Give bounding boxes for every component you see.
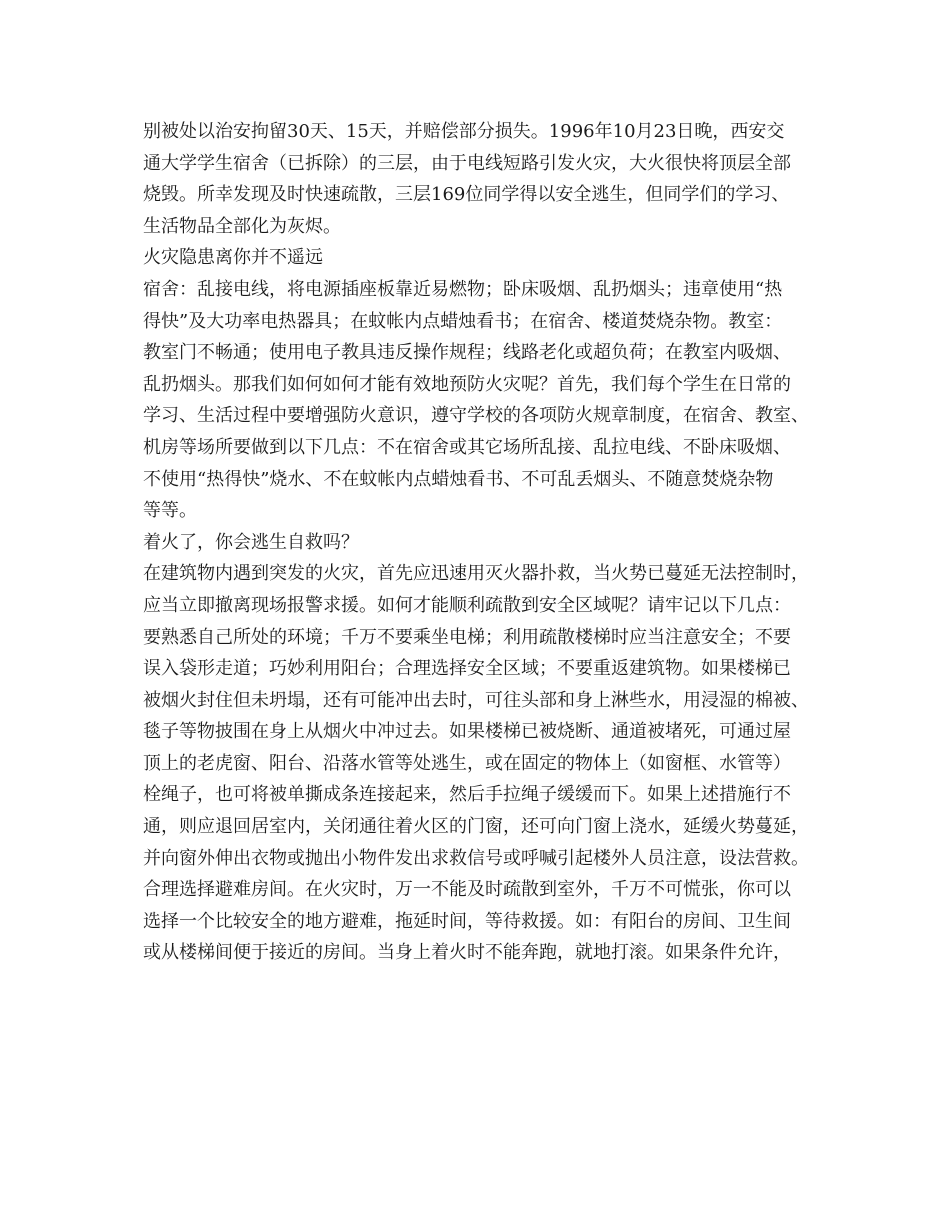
text-line: 通，则应退回居室内，关闭通往着火区的门窗，还可向门窗上浇水，延缓火势蔓延，	[143, 816, 809, 838]
text-line: 教室门不畅通；使用电子教具违反操作规程；线路老化或超负荷；在教室内吸烟、	[143, 342, 791, 364]
text-line: 被烟火封住但未坍塌，还有可能冲出去时，可往头部和身上淋些水，用浸湿的棉被、	[143, 689, 809, 711]
text-line: 不使用“热得快”烧水、不在蚊帐内点蜡烛看书、不可乱丢烟头、不随意焚烧杂物	[143, 468, 774, 490]
text-line: 得快”及大功率电热器具；在蚊帐内点蜡烛看书；在宿舍、楼道焚烧杂物。教室：	[143, 310, 783, 332]
text-line: 合理选择避难房间。在火灾时，万一不能及时疏散到室外，千万不可慌张，你可以	[143, 879, 791, 901]
text-line: 应当立即撤离现场报警求援。如何才能顺利疏散到安全区域呢？请牢记以下几点：	[143, 594, 791, 616]
text-line: 毯子等物披围在身上从烟火中冲过去。如果楼梯已被烧断、通道被堵死，可通过屋	[143, 721, 791, 743]
text-line: 栓绳子，也可将被单撕成条连接起来，然后手拉绳子缓缓而下。如果上述措施行不	[143, 784, 791, 806]
text-line: 等等。	[143, 500, 197, 522]
text-line: 宿舍：乱接电线，将电源插座板靠近易燃物；卧床吸烟、乱扔烟头；违章使用“热	[143, 278, 783, 300]
text-line: 或从楼梯间便于接近的房间。当身上着火时不能奔跑，就地打滚。如果条件允许，	[143, 942, 791, 964]
text-line: 烧毁。所幸发现及时快速疏散，三层169位同学得以安全逃生，但同学们的学习、	[143, 184, 790, 206]
text-line: 要熟悉自己所处的环境；千万不要乘坐电梯；利用疏散楼梯时应当注意安全；不要	[143, 626, 791, 648]
text-line: 并向窗外伸出衣物或抛出小物件发出求救信号或呼喊引起楼外人员注意，设法营救。	[143, 847, 809, 869]
text-line: 顶上的老虎窗、阳台、沿落水管等处逃生，或在固定的物体上（如窗框、水管等）	[143, 752, 791, 774]
text-line: 学习、生活过程中要增强防火意识，遵守学校的各项防火规章制度，在宿舍、教室、	[143, 405, 809, 427]
text-line: 误入袋形走道；巧妙利用阳台；合理选择安全区域；不要重返建筑物。如果楼梯已	[143, 658, 791, 680]
section-heading: 火灾隐患离你并不遥远	[143, 247, 323, 269]
text-line: 生活物品全部化为灰烬。	[143, 215, 341, 237]
text-line: 选择一个比较安全的地方避难，拖延时间，等待救援。如：有阳台的房间、卫生间	[143, 910, 791, 932]
text-line: 在建筑物内遇到突发的火灾，首先应迅速用灭火器扑救，当火势已蔓延无法控制时，	[143, 563, 809, 585]
text-line: 乱扔烟头。那我们如何如何才能有效地预防火灾呢？首先，我们每个学生在日常的	[143, 373, 791, 395]
section-heading: 着火了，你会逃生自救吗？	[143, 531, 359, 553]
document-body	[143, 116, 813, 969]
text-line: 别被处以治安拘留30天、15天，并赔偿部分损失。1996年10月23日晚，西安交	[143, 121, 785, 142]
text-line: 通大学学生宿舍（已拆除）的三层，由于电线短路引发火灾，大火很快将顶层全部	[143, 152, 791, 174]
text-line: 机房等场所要做到以下几点：不在宿舍或其它场所乱接、乱拉电线、不卧床吸烟、	[143, 436, 791, 458]
